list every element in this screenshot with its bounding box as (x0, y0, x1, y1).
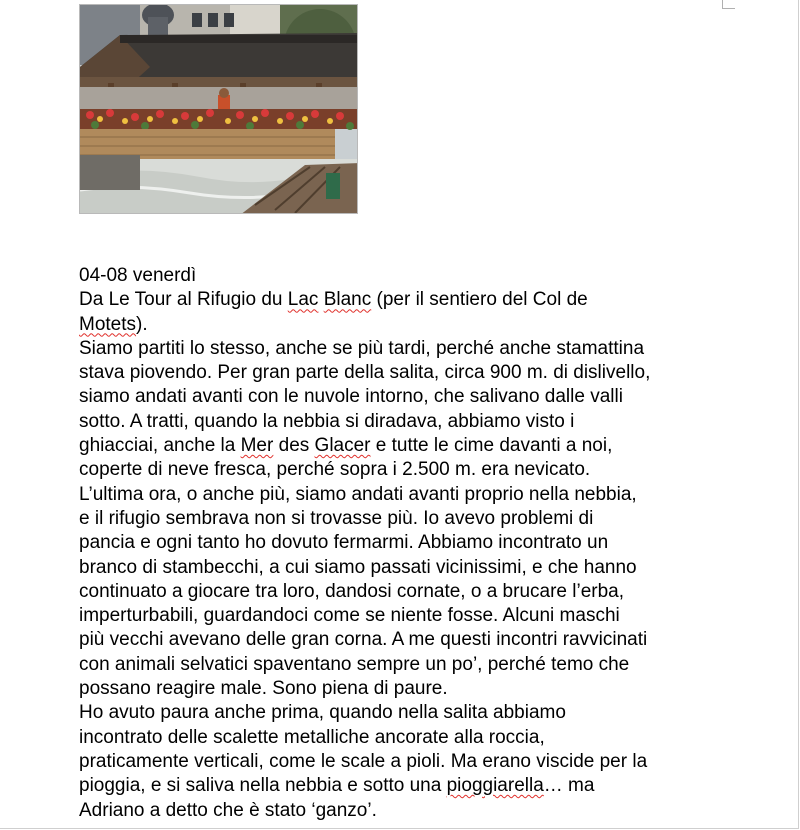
text-line: Adriano a detto che è stato ‘ganzo’. (79, 799, 377, 821)
text-line: continuato a giocare tra loro, dandosi cornate, o a brucare l’erba, (79, 580, 624, 602)
misspelled-word[interactable]: Motets (79, 313, 137, 335)
misspelled-word[interactable]: Blanc (323, 289, 372, 311)
text-line: Ho avuto paura anche prima, quando nella salita abbiamo (79, 702, 566, 724)
misspelled-word[interactable]: Glacer (314, 435, 371, 457)
page-corner-mark (722, 0, 735, 9)
text-line: ghiacciai, anche la Mer des Glacer e tutte le cime davanti a noi, (79, 435, 613, 457)
text-line: praticamente verticali, come le scale a pioli. Ma erano viscide per la (79, 750, 648, 772)
misspelled-word[interactable]: Mer (240, 435, 274, 457)
entry-title: Da Le Tour al Rifugio du Lac Blanc (per il sentiero del Col de (79, 289, 588, 311)
misspelled-word[interactable]: pioggiarella (446, 775, 544, 797)
text-line: e il rifugio sembrava non si trovasse più. Io avevo problemi di (79, 507, 594, 529)
text-line: L’ultima ora, o anche più, siamo andati avanti proprio nella nebbia, (79, 483, 637, 505)
text-line: Siamo partiti lo stesso, anche se più tardi, perché anche stamattina (79, 337, 645, 359)
text-line: pioggia, e si saliva nella nebbia e sotto una pioggiarella… ma (79, 775, 595, 797)
text-line: siamo andati avanti con le nuvole intorno, che salivano dalle valli (79, 386, 623, 408)
text-line: branco di stambecchi, a cui siamo passati vicinissimi, e che hanno (79, 556, 637, 578)
text-line: sotto. A tratti, quando la nebbia si diradava, abbiamo visto i (79, 410, 575, 432)
entry-date: 04-08 venerdì (79, 265, 197, 286)
text-line: possano reagire male. Sono piena di paure. (79, 678, 448, 700)
text-line: più vecchi avevano delle gran corna. A me questi incontri ravvicinati (79, 629, 648, 651)
text-line: con animali selvatici spaventano sempre un po’, perché temo che (79, 653, 630, 675)
diary-entry (79, 264, 769, 823)
text-line: stava piovendo. Per gran parte della salita, circa 900 m. di dislivello, (79, 362, 651, 384)
text-line: coperte di neve fresca, perché sopra i 2.500 m. era nevicato. (79, 459, 591, 481)
entry-title-cont: Motets). (79, 313, 148, 335)
text-line: pancia e ogni tanto ho dovuto fermarmi. Abbiamo incontrato un (79, 532, 609, 554)
text-line: imperturbabili, guardandoci come se niente fosse. Alcuni maschi (79, 605, 620, 627)
text-line: incontrato delle scalette metalliche ancorate alla roccia, (79, 726, 545, 748)
misspelled-word[interactable]: Lac (287, 289, 319, 311)
photo-covered-bridge (79, 4, 358, 214)
